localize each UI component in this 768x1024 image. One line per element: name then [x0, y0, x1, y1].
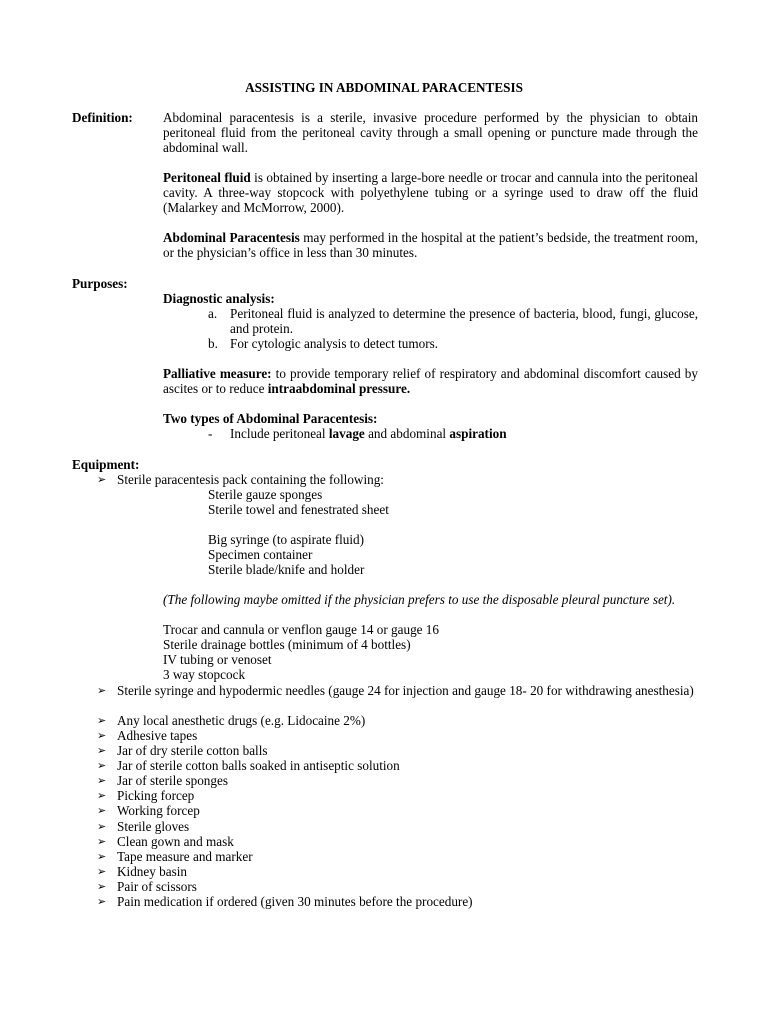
arrow-bullet-icon: ➢ [97, 820, 107, 833]
equipment-item [97, 849, 698, 864]
equipment-label: Equipment: [72, 457, 140, 472]
aspiration-term: aspiration [449, 426, 507, 441]
diagnostic-item [208, 336, 698, 351]
equipment-item [97, 743, 698, 758]
equipment-item-text: Jar of dry sterile cotton balls [117, 743, 268, 758]
equipment-item [97, 728, 698, 743]
definition-label: Definition: [72, 110, 133, 125]
arrow-bullet-icon: ➢ [97, 684, 107, 697]
equipment-item-text: Sterile gloves [117, 819, 190, 834]
diagnostic-item [208, 306, 698, 336]
pack-label: Sterile paracentesis pack containing the following: [117, 472, 384, 487]
intraabdominal-pressure-term: intraabdominal pressure. [267, 381, 411, 397]
definition-paragraph-3-text: may performed in the hospital at the patient’s bedside, the treatment room, or the physician’s office in less than 30 minutes. [163, 230, 698, 261]
purposes-label: Purposes: [72, 276, 128, 291]
equipment-item-text: Picking forcep [117, 788, 195, 803]
arrow-bullet-icon: ➢ [97, 880, 107, 893]
equipment-item [97, 803, 698, 818]
pack-item: Sterile blade/knife and holder [208, 562, 365, 577]
optional-item: Sterile drainage bottles (minimum of 4 bottles) [163, 637, 411, 652]
equipment-item-text: Any local anesthetic drugs (e.g. Lidocaine 2%) [117, 713, 366, 728]
arrow-bullet-icon: ➢ [97, 774, 107, 787]
equipment-item-text: Clean gown and mask [117, 834, 234, 849]
equipment-item [97, 819, 698, 834]
equipment-item [97, 683, 698, 698]
arrow-bullet-icon: ➢ [97, 865, 107, 878]
pack-item: Specimen container [208, 547, 313, 562]
arrow-bullet-icon: ➢ [97, 473, 107, 486]
equipment-item-text: Pain medication if ordered (given 30 minutes before the procedure) [117, 894, 473, 909]
equipment-item [97, 879, 698, 894]
definition-paragraph-3 [163, 230, 698, 260]
equipment-item-text: Pair of scissors [117, 879, 197, 894]
list-marker: b. [208, 336, 218, 351]
equipment-item-text: Jar of sterile sponges [117, 773, 228, 788]
pack-item: Sterile towel and fenestrated sheet [208, 502, 389, 517]
arrow-bullet-icon: ➢ [97, 729, 107, 742]
equipment-item [97, 864, 698, 879]
types-heading: Two types of Abdominal Paracentesis: [163, 411, 378, 426]
optional-item: IV tubing or venoset [163, 652, 272, 667]
types-item [208, 426, 698, 441]
equipment-item [97, 713, 698, 728]
equipment-item [97, 834, 698, 849]
peritoneal-fluid-term: Peritoneal fluid [163, 170, 251, 185]
arrow-bullet-icon: ➢ [97, 789, 107, 802]
document-title: ASSISTING IN ABDOMINAL PARACENTESIS [245, 80, 523, 95]
arrow-bullet-icon: ➢ [97, 850, 107, 863]
diagnostic-item-text: For cytologic analysis to detect tumors. [230, 336, 439, 351]
lavage-term: lavage [328, 426, 365, 441]
equipment-item-text: Sterile syringe and hypodermic needles (gauge 24 for injection and gauge 18- 20 for withdrawing anesthesia) [117, 683, 694, 698]
equipment-item-text: Jar of sterile cotton balls soaked in antiseptic solution [117, 758, 400, 773]
equipment-item [97, 758, 698, 773]
list-marker: a. [208, 306, 218, 321]
arrow-bullet-icon: ➢ [97, 714, 107, 727]
dash-marker: - [208, 426, 213, 441]
types-item-text [230, 426, 698, 441]
palliative-text: to provide temporary relief of respiratory and abdominal discomfort caused by ascites or to reduce [163, 366, 698, 397]
equipment-item-text: Tape measure and marker [117, 849, 253, 864]
arrow-bullet-icon: ➢ [97, 835, 107, 848]
equipment-item [97, 894, 698, 909]
definition-paragraph-1: Abdominal paracentesis is a sterile, invasive procedure performed by the physician to obtain peritoneal fluid from the peritoneal cavity through a small opening or puncture made through the abdominal wall. [163, 110, 698, 156]
equipment-item [97, 472, 698, 487]
optional-note: (The following maybe omitted if the physician prefers to use the disposable pleural puncture set). [163, 592, 676, 607]
arrow-bullet-icon: ➢ [97, 759, 107, 772]
equipment-item-text: Kidney basin [117, 864, 187, 879]
optional-item: Trocar and cannula or venflon gauge 14 or gauge 16 [163, 622, 439, 637]
optional-item: 3 way stopcock [163, 667, 246, 682]
diagnostic-heading: Diagnostic analysis: [163, 291, 275, 306]
types-text-part: Include peritoneal [230, 426, 329, 441]
abdominal-paracentesis-term: Abdominal Paracentesis [163, 230, 300, 245]
arrow-bullet-icon: ➢ [97, 895, 107, 908]
arrow-bullet-icon: ➢ [97, 744, 107, 757]
arrow-bullet-icon: ➢ [97, 804, 107, 817]
definition-paragraph-2-text: is obtained by inserting a large-bore needle or trocar and cannula into the peritoneal cavity. A three-way stopcock with polyethylene tubing or a syringe used to draw off the fluid (Malarkey and McMorrow, 2000). [163, 170, 698, 216]
equipment-item-text: Adhesive tapes [117, 728, 198, 743]
types-text-part: and abdominal [364, 426, 450, 441]
palliative-paragraph [163, 366, 698, 396]
equipment-item [97, 788, 698, 803]
equipment-item-text: Working forcep [117, 803, 200, 818]
pack-item: Big syringe (to aspirate fluid) [208, 532, 365, 547]
palliative-term: Palliative measure: [163, 366, 272, 381]
equipment-item [97, 773, 698, 788]
diagnostic-item-text: Peritoneal fluid is analyzed to determine the presence of bacteria, blood, fungi, glucose, and protein. [230, 306, 698, 337]
pack-item: Sterile gauze sponges [208, 487, 323, 502]
definition-paragraph-2 [163, 170, 698, 216]
